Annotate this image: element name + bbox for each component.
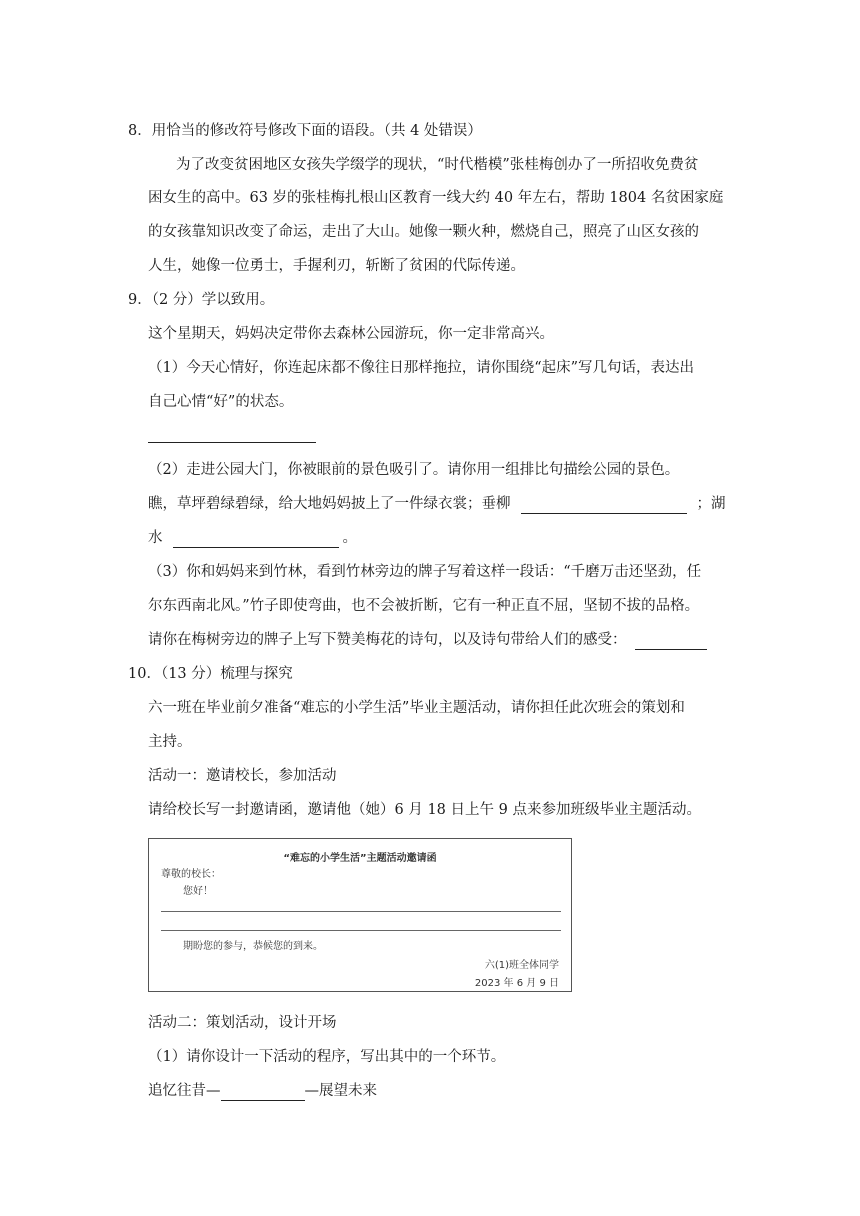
- q9-part2-line-3-text: 水: [148, 530, 163, 546]
- q8-header: 8．用恰当的修改符号修改下面的语段。（共 4 处错误）: [128, 123, 482, 139]
- q10-header: 10．（13 分）梳理与探究: [128, 666, 293, 682]
- letter-writing-line-2[interactable]: [161, 930, 561, 931]
- invitation-letter-figure: [148, 838, 572, 992]
- activity-1-title: 活动一：邀请校长，参加活动: [148, 768, 337, 784]
- letter-greeting: 您好！: [183, 886, 213, 897]
- activity-1-description: 请给校长写一封邀请函，邀请他（她）6 月 18 日上午 9 点来参加班级毕业主题活动。: [148, 802, 701, 818]
- flow-end: —展望未来: [304, 1083, 377, 1099]
- flow-start: 追忆往昔—: [148, 1083, 221, 1099]
- activity-2-part-1: （1）请你设计一下活动的程序，写出其中的一个环节。: [148, 1049, 506, 1065]
- q9-part1-line-2: 自己心情“好”的状态。: [148, 394, 294, 410]
- q10-intro-line-1: 六一班在毕业前夕准备“难忘的小学生活”毕业主题活动，请你担任此次班会的策划和: [148, 700, 685, 716]
- q9-part2-line-2-text: 瞧，草坪碧绿碧绿，给大地妈妈披上了一件绿衣裳；垂柳: [148, 496, 511, 512]
- q9-part2-line-3-tail: 。: [342, 530, 357, 546]
- q8-para-line-2: 困女生的高中。63 岁的张桂梅扎根山区教育一线大约 40 年左右，帮助 1804 名贫困家庭: [148, 190, 724, 206]
- q8-para-line-3: 的女孩靠知识改变了命运，走出了大山。她像一颗火种，燃烧自己，照亮了山区女孩的: [148, 224, 699, 240]
- q9-part2-line-1: （2）走进公园大门，你被眼前的景色吸引了。请你用一组排比句描绘公园的景色。: [148, 462, 680, 478]
- q8-para-line-4: 人生，她像一位勇士，手握利刃，斩断了贫困的代际传递。: [148, 258, 525, 274]
- q9-part1-line-1: （1）今天心情好，你连起床都不像往日那样拖拉，请你围绕“起床”写几句话，表达出: [148, 360, 695, 376]
- flow-middle-answer-blank[interactable]: [221, 1084, 305, 1101]
- q9-part3-line-1: （3）你和妈妈来到竹林，看到竹林旁边的牌子写着这样一段话：“千磨万击还坚劲，任: [148, 564, 702, 580]
- willow-answer-blank[interactable]: [521, 497, 687, 514]
- q8-para-line-1: 为了改变贫困地区女孩失学缀学的现状，“时代楷模”张桂梅创办了一所招收免费贫: [176, 157, 699, 173]
- activity-2-flow: [148, 1081, 377, 1101]
- q9-part3-line-2: 尔东西南北风。”竹子即使弯曲，也不会被折断，它有一种正直不屈，坚韧不拔的品格。: [148, 598, 700, 614]
- q9-part1-answer-blank[interactable]: [148, 442, 316, 443]
- q9-header: 9．（2 分）学以致用。: [128, 292, 275, 308]
- q9-intro: 这个星期天，妈妈决定带你去森林公园游玩，你一定非常高兴。: [148, 326, 554, 342]
- letter-date: 2023 年 6 月 9 日: [474, 978, 559, 989]
- activity-2-title: 活动二：策划活动，设计开场: [148, 1015, 337, 1031]
- letter-title: “难忘的小学生活”主题活动邀请函: [283, 853, 437, 864]
- q9-part3-line-3-text: 请你在梅树旁边的牌子上写下赞美梅花的诗句，以及诗句带给人们的感受：: [148, 632, 627, 648]
- letter-writing-line-1[interactable]: [161, 911, 561, 912]
- q9-part3-line-3: [148, 630, 707, 650]
- q10-intro-line-2: 主持。: [148, 734, 192, 750]
- q9-part2-line-2: [148, 494, 726, 514]
- letter-signature: 六(1)班全体同学: [484, 960, 559, 971]
- q9-part2-line-2-tail: ；湖: [696, 496, 726, 512]
- q9-part2-line-3: [148, 528, 357, 548]
- plum-poem-answer-blank[interactable]: [635, 633, 707, 650]
- lake-answer-blank[interactable]: [173, 531, 339, 548]
- letter-salutation: 尊敬的校长：: [161, 869, 221, 880]
- letter-closing: 期盼您的参与，恭候您的到来。: [183, 941, 323, 952]
